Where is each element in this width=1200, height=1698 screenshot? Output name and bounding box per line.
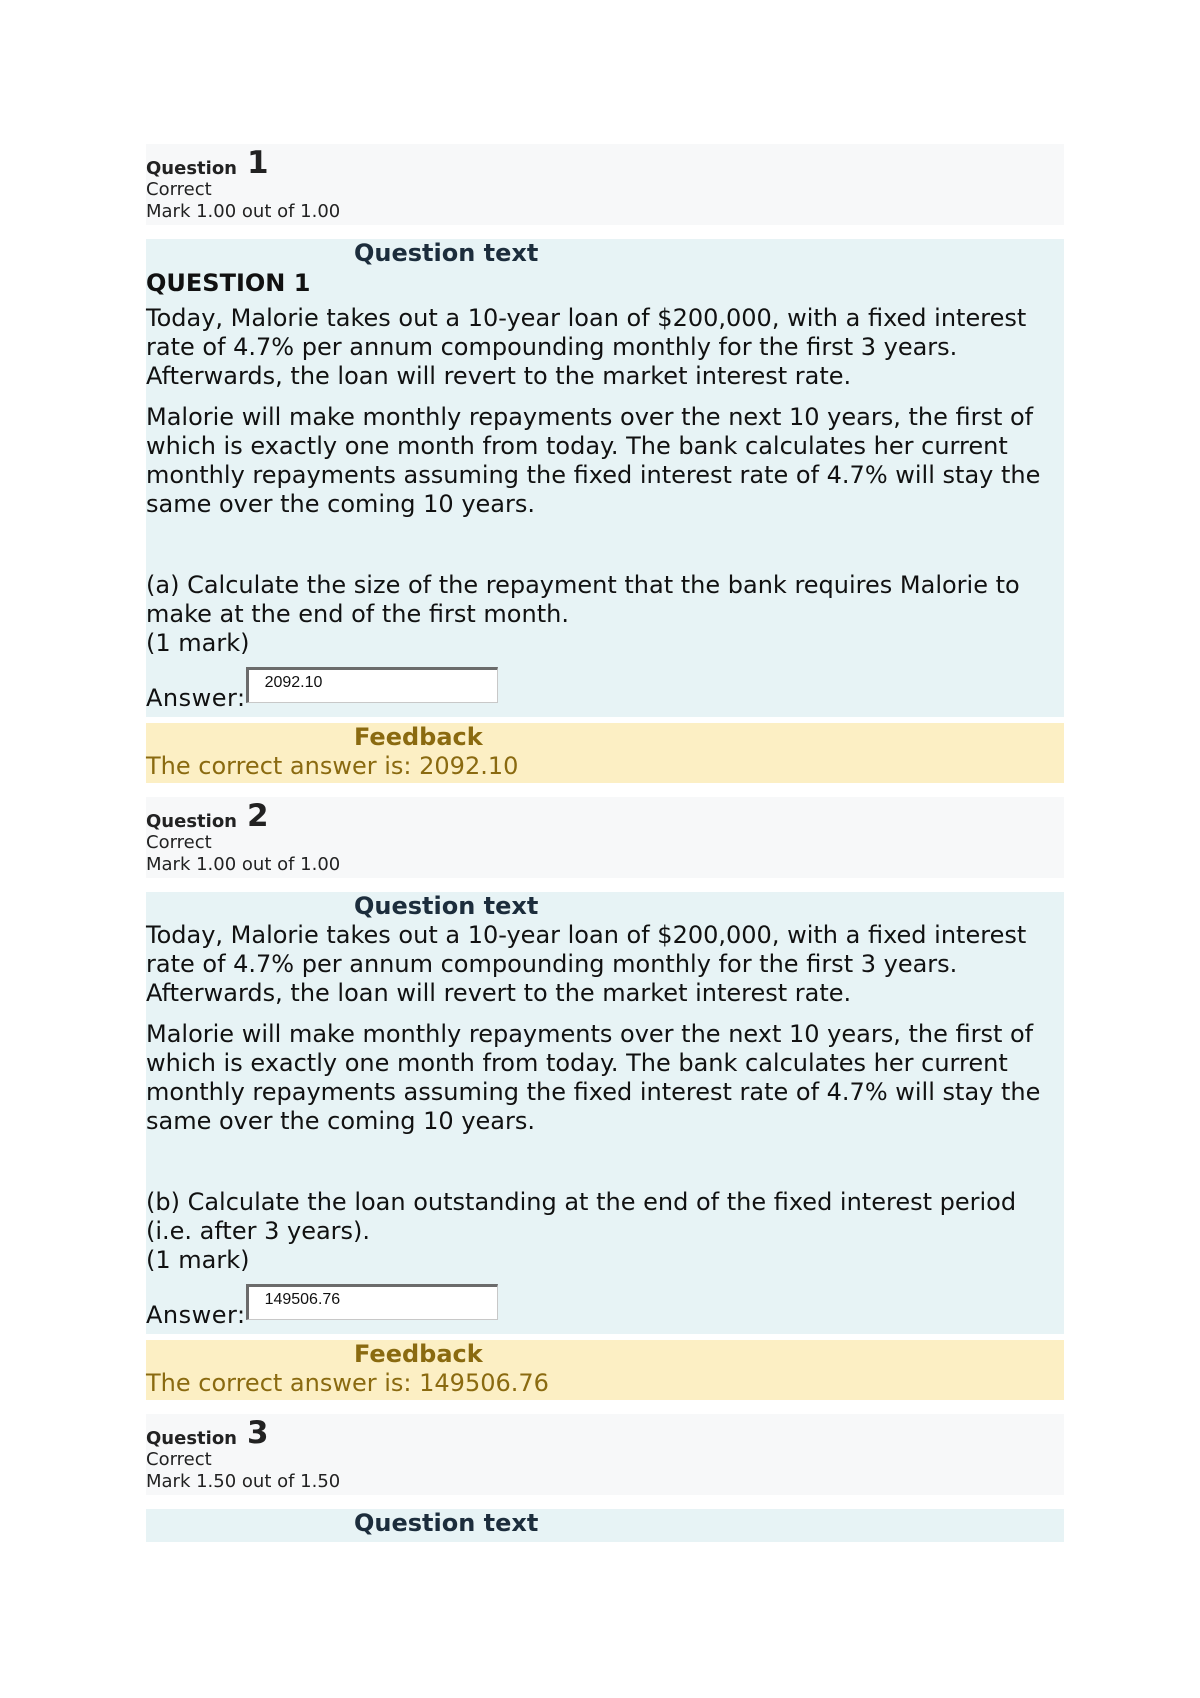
question-1-correct-answer: The correct answer is: 2092.10 [146, 752, 519, 780]
question-2-feedback [146, 1340, 1064, 1400]
question-1-task: (a) Calculate the size of the repayment that the bank requires Malorie to make at the end of the first month. [146, 571, 1020, 628]
question-2-correct-answer: The correct answer is: 149506.76 [146, 1369, 549, 1397]
question-2-formulation [146, 892, 1064, 1334]
question-2-text-heading: Question text [354, 892, 539, 920]
question-1-paragraph-2: Malorie will make monthly repayments over the next 10 years, the first of which is exactly one month from today. The bank calculates her current monthly repayments assuming the fixed interest rate of 4.7% will stay the same over the coming 10 years. [146, 403, 1041, 518]
question-2-state: Correct [146, 832, 212, 853]
question-2-paragraph-2: Malorie will make monthly repayments over the next 10 years, the first of which is exactly one month from today. The bank calculates her current monthly repayments assuming the fixed interest rate of 4.7% will stay the same over the coming 10 years. [146, 1020, 1041, 1135]
question-3-info [146, 1414, 1064, 1495]
question-3-text-heading: Question text [354, 1509, 539, 1537]
question-1-state: Correct [146, 179, 212, 200]
question-1-marks: (1 mark) [146, 629, 250, 657]
question-2-label: Question [146, 811, 237, 832]
question-1-grade: Mark 1.00 out of 1.00 [146, 201, 341, 222]
question-1-label: Question [146, 158, 237, 179]
question-3-formulation [146, 1509, 1064, 1542]
question-2-task: (b) Calculate the loan outstanding at the end of the fixed interest period (i.e. after 3 years). [146, 1188, 1017, 1245]
question-1-title: QUESTION 1 [146, 269, 311, 297]
question-1-formulation [146, 239, 1064, 717]
quiz-content [146, 144, 1064, 1548]
question-2-paragraph-1: Today, Malorie takes out a 10-year loan of $200,000, with a fixed interest rate of 4.7% per annum compounding monthly for the first 3 years. Afterwards, the loan will revert to the market interest rate. [146, 921, 1027, 1007]
question-3-label: Question [146, 1428, 237, 1449]
question-3-grade: Mark 1.50 out of 1.50 [146, 1471, 341, 1492]
question-1-text-heading: Question text [354, 239, 539, 267]
question-1-number: 1 [247, 145, 269, 181]
question-2-info [146, 797, 1064, 878]
question-2-feedback-heading: Feedback [354, 1340, 483, 1368]
question-1-paragraph-1: Today, Malorie takes out a 10-year loan of $200,000, with a fixed interest rate of 4.7% per annum compounding monthly for the first 3 years. Afterwards, the loan will revert to the market interest rate. [146, 304, 1027, 390]
question-3-state: Correct [146, 1449, 212, 1470]
question-1-answer-label: Answer: [146, 684, 246, 712]
question-2-answer-input[interactable]: 149506.76 [246, 1284, 498, 1320]
question-3-number: 3 [247, 1415, 269, 1451]
question-2-answer-label: Answer: [146, 1301, 246, 1329]
question-2-marks: (1 mark) [146, 1246, 250, 1274]
question-2-number-line [146, 800, 1064, 832]
question-2-number: 2 [247, 798, 269, 834]
question-1-info [146, 144, 1064, 225]
question-1-feedback-heading: Feedback [354, 723, 483, 751]
question-2-grade: Mark 1.00 out of 1.00 [146, 854, 341, 875]
question-2-answer-row [146, 1280, 1064, 1330]
question-3-number-line [146, 1417, 1064, 1449]
question-1-answer-input[interactable]: 2092.10 [246, 667, 498, 703]
question-1-feedback [146, 723, 1064, 783]
question-1-number-line [146, 147, 1064, 179]
question-1-answer-row [146, 663, 1064, 713]
